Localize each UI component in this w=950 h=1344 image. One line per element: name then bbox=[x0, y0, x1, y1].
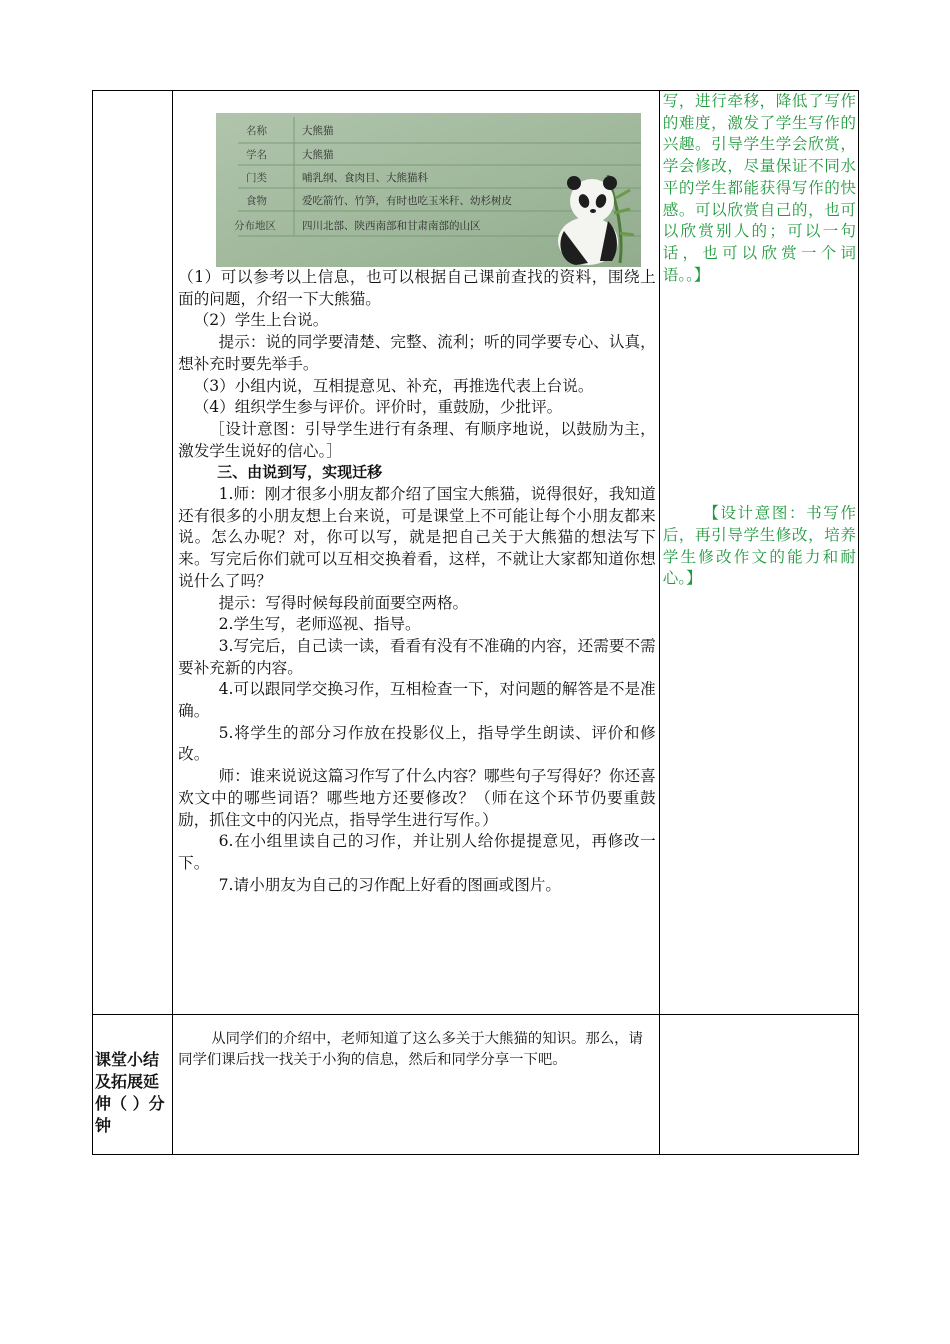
process-p5: （4）组织学生参与评价。评价时，重鼓励，少批评。 bbox=[193, 398, 563, 417]
row-value-region: 四川北部、陕西南部和甘肃南部的山区 bbox=[302, 220, 481, 232]
row-value-name: 大熊猫 bbox=[302, 125, 334, 137]
row-label-name: 名称 bbox=[246, 125, 268, 137]
teaching-process-row bbox=[93, 91, 859, 1015]
left-empty-cell bbox=[93, 91, 173, 1015]
step-1-tip: 提示：写得时候每段前面要空两格。 bbox=[218, 593, 469, 612]
summary-empty-cell bbox=[659, 1015, 858, 1155]
design-note-2: 【设计意图：书写作后，再引导学生修改，培养学生修改作文的能力和耐心。】 bbox=[662, 504, 856, 588]
row-value-class: 哺乳纲、食肉目、大熊猫科 bbox=[302, 172, 429, 184]
step-1: 1.师：刚才很多小朋友都介绍了国宝大熊猫，说得很好，我知道还有很多的小朋友想上台来说，可是课堂上不可能让每个小朋友都来说。怎么办呢？对，你可以写，就是把自己关于大熊猫的想法写下来。写完后你们就可以互相交换着看，这样，不就让大家都知道你想说什么了吗？ bbox=[178, 485, 656, 590]
panda-info-card bbox=[216, 113, 641, 267]
process-cell bbox=[173, 91, 660, 1015]
row-label-region: 分布地区 bbox=[234, 220, 277, 232]
step-5-teacher: 师：谁来说说这篇习作写了什么内容？哪些句子写得好？你还喜欢文中的哪些词语？哪些地方还要修改？（师在这个环节仍要重鼓励，抓住文中的闪光点，指导学生进行写作。） bbox=[178, 767, 656, 829]
summary-row bbox=[93, 1015, 859, 1155]
process-p4: （3）小组内说，互相提意见、补充，再推选代表上台说。 bbox=[193, 376, 594, 395]
lesson-plan-table bbox=[92, 90, 859, 1155]
section-heading-3: 三、由说到写，实现迁移 bbox=[217, 463, 383, 482]
step-4: 4.可以跟同学交换习作，互相检查一下，对问题的解答是不是准确。 bbox=[178, 680, 656, 721]
row-value-food: 爱吃箭竹、竹笋，有时也吃玉米秆、幼杉树皮 bbox=[302, 195, 513, 207]
design-note-1: 写，进行牵移，降低了写作的难度，激发了学生写作的兴趣。引导学生学会欣赏，学会修改，尽量保证不同水平的学生都能获得写作的快感。可以欣赏自己的，也可以欣赏别人的；可以一句话，也可以欣赏一个词语。。】 bbox=[662, 92, 856, 284]
row-label-class: 门类 bbox=[246, 172, 268, 184]
summary-text: 从同学们的介绍中，老师知道了这么多关于大熊猫的知识。那么，请同学们课后找一找关于小狗的信息，然后和同学分享一下吧。 bbox=[178, 1031, 643, 1068]
step-5: 5.将学生的部分习作放在投影仪上，指导学生朗读、评价和修改。 bbox=[178, 723, 656, 764]
process-p2: （2）学生上台说。 bbox=[193, 311, 329, 330]
panda-info-image bbox=[216, 113, 641, 267]
row-value-sciname: 大熊猫 bbox=[302, 149, 334, 161]
row-label-food: 食物 bbox=[246, 195, 268, 207]
step-3: 3.写完后，自己读一读，看看有没有不准确的内容，还需要不需要补充新的内容。 bbox=[178, 636, 656, 677]
step-6: 6.在小组里读自己的习作，并让别人给你提提意见，再修改一下。 bbox=[178, 832, 656, 872]
step-2: 2.学生写，老师巡视、指导。 bbox=[218, 615, 421, 634]
process-p1: （1）可以参考以上信息，也可以根据自己课前查找的资料，围绕上面的问题，介绍一下大熊猫。 bbox=[178, 268, 656, 308]
row-label-sciname: 学名 bbox=[246, 149, 268, 161]
design-notes-cell bbox=[659, 91, 858, 1015]
step-7: 7.请小朋友为自己的习作配上好看的图画或图片。 bbox=[218, 875, 561, 894]
process-p3: 提示：说的同学要清楚、完整、流利；听的同学要专心、认真，想补充时要先举手。 bbox=[178, 333, 656, 373]
summary-title: 课堂小结及拓展延伸（ ）分钟 bbox=[93, 1015, 173, 1155]
summary-cell bbox=[173, 1015, 660, 1155]
process-p6: ［设计意图：引导学生进行有条理、有顺序地说，以鼓励为主，激发学生说好的信心。］ bbox=[178, 419, 656, 460]
